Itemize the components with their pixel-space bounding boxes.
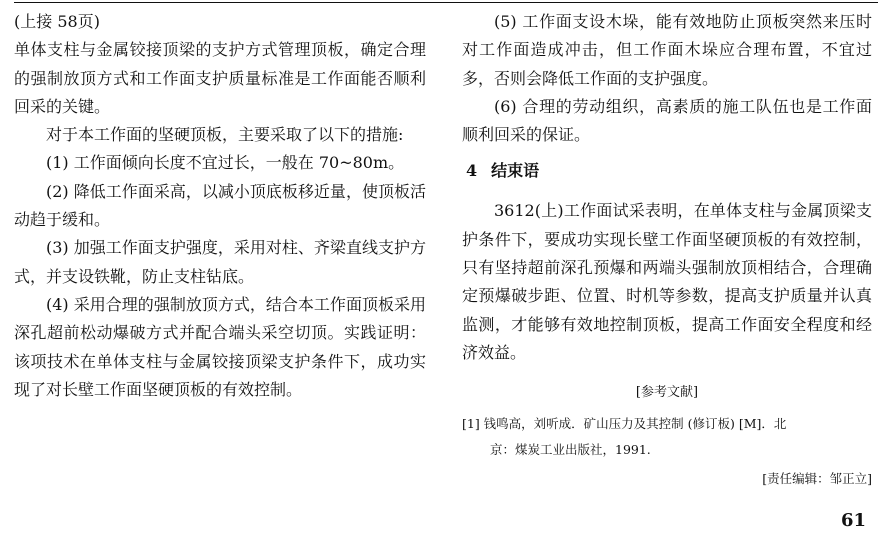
measure-5: (5) 工作面支设木垛，能有效地防止顶板突然来压时对工作面造成冲击，但工作面木垛应合理布置，不宜过多，否则会降低工作面的支护强度。 xyxy=(462,12,872,88)
section-heading xyxy=(466,157,872,185)
measures-intro-paragraph: 对于本工作面的坚硬顶板，主要采取了以下的措施: xyxy=(46,125,404,145)
references-heading: [参考文献] xyxy=(635,385,699,401)
measure-4: (4) 采用合理的强制放顶方式，结合本工作面顶板采用深孔超前松动爆破方式并配合端头采空切顶。实践证明：该项技术在单体支柱与金属铰接顶梁支护条件下，成功实现了对长壁工作面坚硬顶板的有效控制。 xyxy=(14,294,426,399)
reference-item xyxy=(462,411,872,463)
section-number: 4 xyxy=(466,161,478,181)
right-column xyxy=(462,8,872,489)
measure-1: (1) 工作面倾向长度不宜过长，一般在 70~80m。 xyxy=(46,153,405,173)
reference-line-1: [1] 钱鸣高，刘听成．矿山压力及其控制 (修订板) [M]．北 xyxy=(462,416,787,432)
intro-paragraph: 单体支柱与金属铰接顶梁的支护方式管理顶板，确定合理的强制放顶方式和工作面支护质量标准是工作面能否顺利回采的关键。 xyxy=(14,40,426,116)
conclusion-paragraph: 3612(上)工作面试采表明，在单体支柱与金属顶梁支护条件下，要成功实现长壁工作面坚硬顶板的有效控制，只有坚持超前深孔预爆和两端头强制放顶相结合，合理确定预爆破步距、位置、时机等参数，提高支护质量并认真监测，才能够有效地控制顶板，提高工作面安全程度和经济效益。 xyxy=(462,201,872,362)
continuation-note: (上接 58页) xyxy=(14,12,100,31)
measure-3: (3) 加强工作面支护强度，采用对柱、齐梁直线支护方式，并支设铁靴，防止支柱钻底。 xyxy=(14,238,426,286)
measure-2: (2) 降低工作面采高，以减小顶底板移近量，使顶板活动趋于缓和。 xyxy=(14,181,426,230)
section-title: 结束语 xyxy=(491,161,540,181)
left-column xyxy=(14,8,426,404)
page-number: 61 xyxy=(840,510,866,531)
reference-line-2: 京：煤炭工业出版社，1991. xyxy=(490,442,651,458)
top-rule xyxy=(14,2,878,3)
measure-6: (6) 合理的劳动组织，高素质的施工队伍也是工作面顺利回采的保证。 xyxy=(462,96,872,145)
editor-note: [责任编辑：邹正立] xyxy=(762,471,872,487)
